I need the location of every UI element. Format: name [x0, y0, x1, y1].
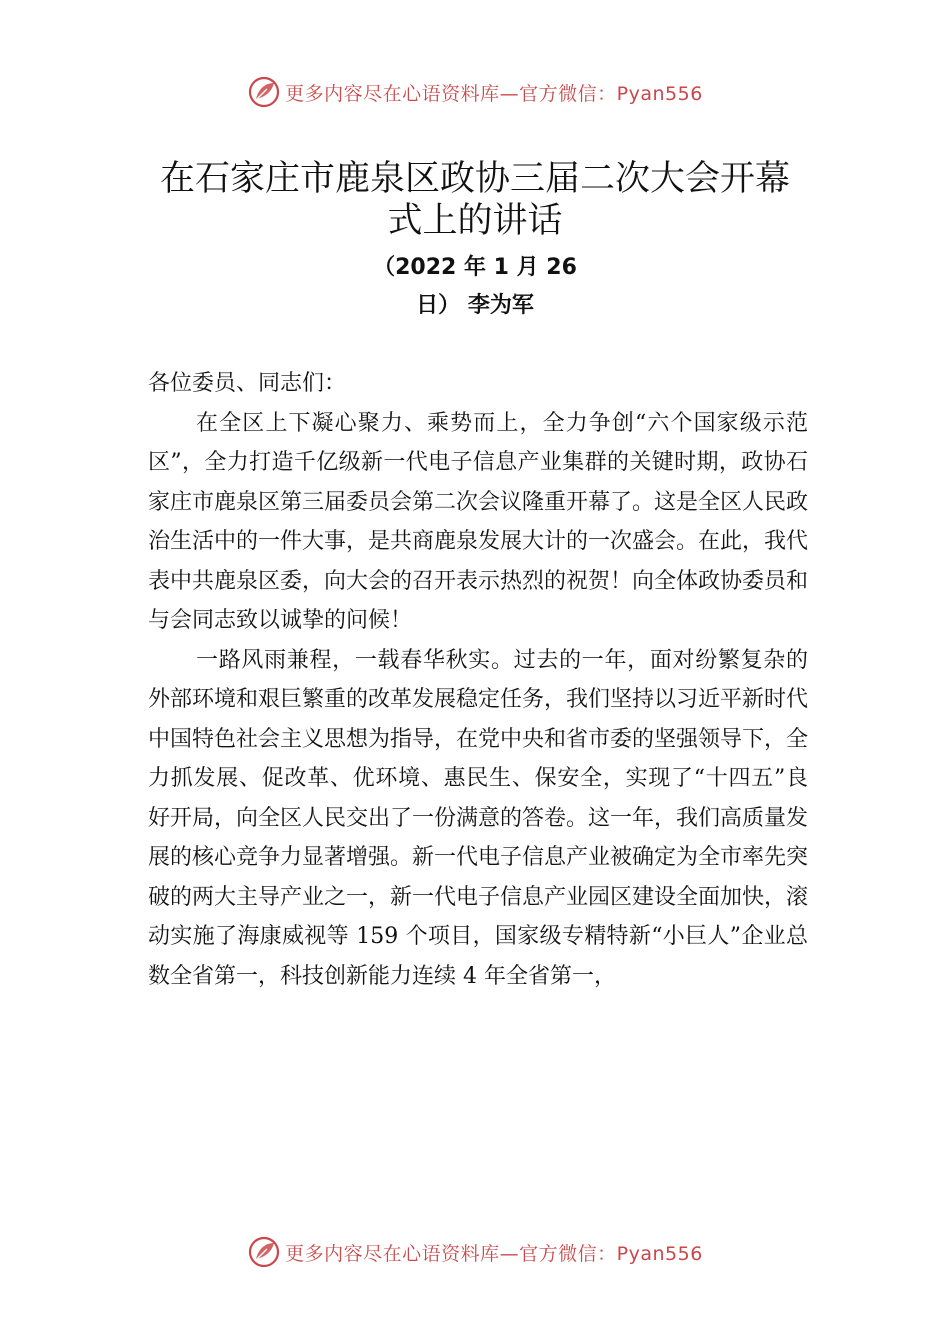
circular-leaf-logo-icon [247, 1235, 281, 1269]
date-line: （2022 年 1 月 26 [373, 255, 577, 280]
watermark-text-bottom: 更多内容尽在心语资料库—官方微信：Pyan556 [285, 1242, 703, 1265]
footer-watermark [0, 1232, 950, 1272]
greeting: 各位委员、同志们： [148, 371, 347, 396]
title-line-2: 式上的讲话 [387, 201, 563, 241]
header-watermark [0, 72, 950, 112]
title-line-1: 在石家庄市鹿泉区政协三届二次大会开幕 [159, 159, 790, 199]
author-line: 日） 李为军 [416, 293, 534, 318]
document-body [148, 364, 808, 996]
watermark-text: 更多内容尽在心语资料库—官方微信：Pyan556 [285, 82, 703, 105]
paragraph-1: 在全区上下凝心聚力、乘势而上，全力争创“六个国家级示范区”，全力打造千亿级新一代电子信息产业集群的关键时期，政协石家庄市鹿泉区第三届委员会第二次会议隆重开幕了。这是全区人民政治生活中的一件大事，是共商鹿泉发展大计的一次盛会。在此，我代表中共鹿泉区委，向大会的召开表示热烈的祝贺！向全体政协委员和与会同志致以诚挚的问候！ [148, 410, 809, 633]
document-title [0, 158, 950, 242]
paragraph-2: 一路风雨兼程，一载春华秋实。过去的一年，面对纷繁复杂的外部环境和艰巨繁重的改革发展稳定任务，我们坚持以习近平新时代中国特色社会主义思想为指导，在党中央和省市委的坚强领导下，全力抓发展、促改革、优环境、惠民生、保安全，实现了“十四五”良好开局，向全区人民交出了一份满意的答卷。这一年，我们高质量发展的核心竞争力显著增强。新一代电子信息产业被确定为全市率先突破的两大主导产业之一，新一代电子信息产业园区建设全面加快，滚动实施了海康威视等 159 个项目，国家级专精特新“小巨人”企业总数全省第一，科技创新能力连续 4 年全省第一， [148, 647, 809, 989]
circular-leaf-logo-icon [247, 75, 281, 109]
